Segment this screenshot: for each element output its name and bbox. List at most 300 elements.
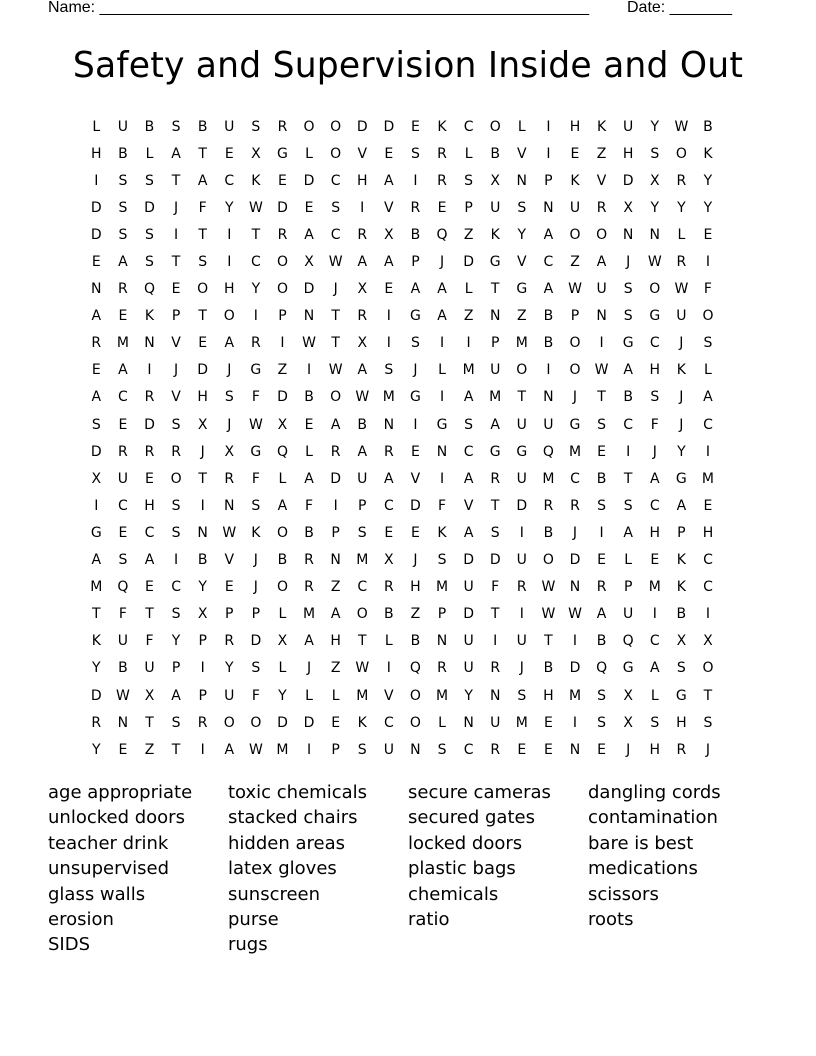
grid-letter[interactable]: A xyxy=(171,145,181,162)
grid-letter[interactable]: I xyxy=(174,226,179,243)
grid-letter[interactable]: U xyxy=(117,470,129,487)
grid-letter[interactable]: Y xyxy=(278,687,287,704)
grid-letter[interactable]: C xyxy=(703,416,713,433)
grid-letter[interactable]: U xyxy=(463,579,474,596)
grid-letter[interactable]: S xyxy=(410,145,420,162)
grid-letter[interactable]: W xyxy=(355,389,370,406)
grid-letter[interactable]: P xyxy=(677,524,686,541)
grid-letter[interactable]: P xyxy=(623,579,633,596)
grid-letter[interactable]: J xyxy=(679,335,684,352)
grid-letter[interactable]: M xyxy=(116,335,129,352)
grid-letter[interactable]: U xyxy=(463,660,474,677)
grid-letter[interactable]: U xyxy=(490,199,501,216)
grid-letter[interactable]: I xyxy=(280,335,285,352)
grid-letter[interactable]: A xyxy=(304,633,314,650)
grid-letter[interactable]: S xyxy=(410,335,420,352)
grid-letter[interactable]: X xyxy=(623,199,633,216)
grid-letter[interactable]: O xyxy=(303,118,315,135)
grid-letter[interactable]: N xyxy=(117,714,129,731)
grid-letter[interactable]: B xyxy=(118,660,128,677)
grid-letter[interactable]: T xyxy=(198,226,207,243)
grid-letter[interactable]: I xyxy=(572,633,578,650)
grid-letter[interactable]: C xyxy=(623,416,634,433)
grid-letter[interactable]: L xyxy=(464,145,473,162)
grid-letter[interactable]: B xyxy=(543,308,554,325)
grid-letter[interactable]: E xyxy=(91,254,101,271)
grid-letter[interactable]: M xyxy=(435,687,449,704)
grid-letter[interactable]: R xyxy=(490,660,501,677)
grid-letter[interactable]: J xyxy=(679,416,684,433)
grid-letter[interactable]: H xyxy=(649,362,661,379)
grid-letter[interactable]: P xyxy=(198,687,207,704)
grid-letter[interactable]: S xyxy=(623,308,633,325)
grid-letter[interactable]: L xyxy=(305,443,313,460)
grid-letter[interactable]: S xyxy=(357,524,367,541)
grid-letter[interactable]: D xyxy=(463,254,474,271)
grid-letter[interactable]: N xyxy=(224,497,235,514)
grid-letter[interactable]: D xyxy=(197,362,209,379)
grid-letter[interactable]: Y xyxy=(517,226,527,243)
grid-letter[interactable]: F xyxy=(145,633,154,650)
grid-letter[interactable]: B xyxy=(197,552,208,569)
grid-letter[interactable]: O xyxy=(569,226,581,243)
grid-letter[interactable]: K xyxy=(357,714,367,731)
grid-letter[interactable]: Z xyxy=(330,579,341,596)
grid-letter[interactable]: I xyxy=(94,172,99,189)
grid-letter[interactable]: I xyxy=(200,497,205,514)
grid-letter[interactable]: N xyxy=(543,199,554,216)
grid-letter[interactable]: U xyxy=(224,118,235,135)
grid-letter[interactable]: N xyxy=(463,714,474,731)
grid-letter[interactable]: I xyxy=(174,552,179,569)
grid-letter[interactable]: F xyxy=(251,687,260,704)
grid-letter[interactable]: I xyxy=(386,660,391,677)
grid-letter[interactable]: G xyxy=(675,470,687,487)
grid-letter[interactable]: U xyxy=(569,199,581,216)
grid-letter[interactable]: U xyxy=(676,308,687,325)
grid-letter[interactable]: O xyxy=(250,714,262,731)
grid-letter[interactable]: L xyxy=(517,118,526,135)
grid-letter[interactable]: D xyxy=(303,281,315,298)
grid-letter[interactable]: S xyxy=(597,497,607,514)
grid-letter[interactable]: B xyxy=(596,633,607,650)
grid-letter[interactable]: T xyxy=(145,606,154,623)
grid-letter[interactable]: M xyxy=(356,687,369,704)
grid-letter[interactable]: R xyxy=(490,470,501,487)
grid-letter[interactable]: E xyxy=(118,416,128,433)
grid-letter[interactable]: C xyxy=(224,172,235,189)
grid-letter[interactable]: M xyxy=(276,741,289,758)
grid-letter[interactable]: L xyxy=(278,660,287,677)
grid-letter[interactable]: W xyxy=(248,741,263,758)
grid-letter[interactable]: E xyxy=(331,714,341,731)
grid-letter[interactable]: D xyxy=(383,118,395,135)
grid-letter[interactable]: P xyxy=(331,741,340,758)
grid-letter[interactable]: T xyxy=(171,172,181,189)
grid-letter[interactable]: J xyxy=(439,254,445,271)
grid-letter[interactable]: O xyxy=(649,281,661,298)
grid-letter[interactable]: V xyxy=(224,552,235,569)
grid-letter[interactable]: J xyxy=(626,741,631,758)
grid-letter[interactable]: W xyxy=(541,579,556,596)
grid-letter[interactable]: O xyxy=(675,145,687,162)
grid-letter[interactable]: N xyxy=(516,172,528,189)
grid-letter[interactable]: L xyxy=(464,281,473,298)
grid-letter[interactable]: R xyxy=(91,714,102,731)
grid-letter[interactable]: T xyxy=(92,606,101,623)
grid-letter[interactable]: M xyxy=(489,389,502,406)
grid-letter[interactable]: E xyxy=(118,741,128,758)
grid-letter[interactable]: A xyxy=(703,389,713,406)
grid-letter[interactable]: S xyxy=(91,416,101,433)
grid-letter[interactable]: O xyxy=(276,254,288,271)
grid-letter[interactable]: S xyxy=(650,389,660,406)
grid-letter[interactable]: O xyxy=(170,470,182,487)
grid-letter[interactable]: Y xyxy=(198,579,207,596)
grid-letter[interactable]: L xyxy=(704,362,712,379)
grid-letter[interactable]: S xyxy=(171,497,181,514)
grid-letter[interactable]: Z xyxy=(277,362,288,379)
grid-letter[interactable]: I xyxy=(599,335,604,352)
grid-letter[interactable]: W xyxy=(115,687,130,704)
grid-letter[interactable]: A xyxy=(91,308,102,325)
grid-letter[interactable]: I xyxy=(599,524,604,541)
grid-letter[interactable]: M xyxy=(303,606,316,623)
grid-letter[interactable]: M xyxy=(90,579,103,596)
grid-letter[interactable]: H xyxy=(144,497,155,514)
grid-letter[interactable]: M xyxy=(382,389,395,406)
grid-letter[interactable]: Z xyxy=(410,606,421,623)
grid-letter[interactable]: V xyxy=(517,145,527,162)
grid-letter[interactable]: I xyxy=(519,524,524,541)
grid-letter[interactable]: D xyxy=(516,497,528,514)
grid-letter[interactable]: M xyxy=(701,470,714,487)
grid-letter[interactable]: T xyxy=(198,470,207,487)
grid-letter[interactable]: N xyxy=(649,226,660,243)
grid-letter[interactable]: W xyxy=(302,335,316,352)
grid-letter[interactable]: K xyxy=(570,172,580,189)
grid-letter[interactable]: A xyxy=(197,172,208,189)
grid-letter[interactable]: D xyxy=(90,443,102,460)
grid-letter[interactable]: G xyxy=(436,416,448,433)
grid-letter[interactable]: T xyxy=(331,335,340,352)
grid-letter[interactable]: G xyxy=(622,335,634,352)
grid-letter[interactable]: S xyxy=(224,389,234,406)
grid-letter[interactable]: D xyxy=(410,497,421,514)
grid-letter[interactable]: T xyxy=(623,470,633,487)
grid-letter[interactable]: D xyxy=(277,389,288,406)
grid-letter[interactable]: U xyxy=(383,741,394,758)
grid-letter[interactable]: D xyxy=(356,118,368,135)
grid-letter[interactable]: K xyxy=(144,308,155,325)
grid-letter[interactable]: X xyxy=(251,145,261,162)
grid-letter[interactable]: U xyxy=(623,118,634,135)
grid-letter[interactable]: O xyxy=(569,362,581,379)
grid-letter[interactable]: A xyxy=(384,172,394,189)
grid-letter[interactable]: J xyxy=(413,552,418,569)
grid-letter[interactable]: U xyxy=(463,633,474,650)
grid-letter[interactable]: B xyxy=(410,226,421,243)
grid-letter[interactable]: I xyxy=(413,172,418,189)
grid-letter[interactable]: S xyxy=(623,497,633,514)
grid-letter[interactable]: S xyxy=(145,172,154,189)
grid-letter[interactable]: O xyxy=(569,335,581,352)
grid-letter[interactable]: U xyxy=(516,416,527,433)
grid-letter[interactable]: S xyxy=(676,660,686,677)
grid-letter[interactable]: R xyxy=(410,199,421,216)
grid-letter[interactable]: B xyxy=(490,145,500,162)
grid-letter[interactable]: J xyxy=(413,362,418,379)
grid-letter[interactable]: D xyxy=(90,687,102,704)
grid-letter[interactable]: P xyxy=(251,606,261,623)
grid-letter[interactable]: W xyxy=(647,254,662,271)
grid-letter[interactable]: S xyxy=(650,714,660,731)
grid-letter[interactable]: X xyxy=(357,281,368,298)
grid-letter[interactable]: A xyxy=(118,362,128,379)
grid-letter[interactable]: J xyxy=(174,199,179,216)
grid-letter[interactable]: Q xyxy=(409,660,421,677)
grid-letter[interactable]: A xyxy=(676,497,687,514)
grid-letter[interactable]: G xyxy=(90,524,102,541)
grid-letter[interactable]: I xyxy=(572,714,578,731)
grid-letter[interactable]: O xyxy=(409,714,421,731)
grid-letter[interactable]: W xyxy=(328,254,343,271)
grid-letter[interactable]: S xyxy=(171,606,181,623)
grid-letter[interactable]: Q xyxy=(622,633,634,650)
grid-letter[interactable]: A xyxy=(304,470,314,487)
grid-letter[interactable]: D xyxy=(144,199,155,216)
grid-letter[interactable]: M xyxy=(356,552,369,569)
grid-letter[interactable]: S xyxy=(517,199,527,216)
grid-letter[interactable]: S xyxy=(357,741,367,758)
grid-letter[interactable]: I xyxy=(200,660,205,677)
grid-letter[interactable]: T xyxy=(490,281,500,298)
grid-letter[interactable]: I xyxy=(519,606,524,623)
grid-letter[interactable]: B xyxy=(703,118,713,135)
grid-letter[interactable]: S xyxy=(464,172,474,189)
grid-letter[interactable]: H xyxy=(224,281,235,298)
grid-letter[interactable]: A xyxy=(118,254,128,271)
grid-letter[interactable]: Y xyxy=(171,633,181,650)
grid-letter[interactable]: K xyxy=(596,118,607,135)
grid-letter[interactable]: R xyxy=(304,579,314,596)
grid-letter[interactable]: Y xyxy=(650,199,660,216)
grid-letter[interactable]: H xyxy=(622,145,634,162)
grid-letter[interactable]: S xyxy=(703,335,713,352)
grid-letter[interactable]: X xyxy=(144,687,155,704)
grid-letter[interactable]: O xyxy=(516,362,528,379)
grid-letter[interactable]: B xyxy=(543,660,554,677)
grid-letter[interactable]: C xyxy=(171,579,181,596)
grid-letter[interactable]: K xyxy=(251,172,261,189)
grid-letter[interactable]: F xyxy=(650,416,659,433)
grid-letter[interactable]: D xyxy=(250,633,262,650)
grid-letter[interactable]: A xyxy=(224,335,235,352)
grid-letter[interactable]: J xyxy=(306,660,312,677)
grid-letter[interactable]: P xyxy=(570,308,580,325)
grid-letter[interactable]: I xyxy=(705,443,711,460)
grid-letter[interactable]: C xyxy=(463,118,474,135)
grid-letter[interactable]: H xyxy=(649,524,661,541)
grid-letter[interactable]: M xyxy=(515,335,528,352)
grid-letter[interactable]: T xyxy=(490,497,500,514)
grid-letter[interactable]: E xyxy=(304,416,314,433)
grid-letter[interactable]: C xyxy=(463,443,474,460)
grid-letter[interactable]: T xyxy=(251,226,261,243)
grid-letter[interactable]: I xyxy=(439,335,445,352)
grid-letter[interactable]: D xyxy=(330,470,342,487)
grid-letter[interactable]: R xyxy=(437,660,447,677)
grid-letter[interactable]: R xyxy=(171,443,181,460)
grid-letter[interactable]: T xyxy=(490,606,500,623)
grid-letter[interactable]: U xyxy=(543,416,554,433)
grid-letter[interactable]: I xyxy=(652,606,657,623)
grid-letter[interactable]: A xyxy=(437,281,447,298)
grid-letter[interactable]: K xyxy=(251,524,261,541)
grid-letter[interactable]: L xyxy=(650,687,659,704)
grid-letter[interactable]: B xyxy=(676,606,687,623)
grid-letter[interactable]: G xyxy=(516,443,528,460)
grid-letter[interactable]: E xyxy=(198,335,208,352)
grid-letter[interactable]: H xyxy=(356,172,368,189)
grid-letter[interactable]: F xyxy=(251,389,260,406)
grid-letter[interactable]: E xyxy=(703,226,713,243)
grid-letter[interactable]: Y xyxy=(677,443,686,460)
grid-letter[interactable]: R xyxy=(277,226,288,243)
grid-letter[interactable]: S xyxy=(517,687,527,704)
grid-letter[interactable]: N xyxy=(436,443,448,460)
grid-letter[interactable]: O xyxy=(330,145,342,162)
grid-letter[interactable]: K xyxy=(437,118,447,135)
grid-letter[interactable]: I xyxy=(413,416,418,433)
grid-letter[interactable]: T xyxy=(198,308,207,325)
grid-letter[interactable]: X xyxy=(277,633,288,650)
grid-letter[interactable]: G xyxy=(649,308,661,325)
grid-letter[interactable]: P xyxy=(171,660,181,677)
grid-letter[interactable]: D xyxy=(144,416,155,433)
grid-letter[interactable]: A xyxy=(330,606,341,623)
grid-letter[interactable]: U xyxy=(144,660,155,677)
grid-letter[interactable]: Q xyxy=(542,443,554,460)
grid-letter[interactable]: R xyxy=(304,552,314,569)
grid-letter[interactable]: E xyxy=(517,741,527,758)
grid-letter[interactable]: J xyxy=(253,552,258,569)
grid-letter[interactable]: E xyxy=(91,362,101,379)
grid-letter[interactable]: U xyxy=(516,470,527,487)
grid-letter[interactable]: W xyxy=(248,416,263,433)
grid-letter[interactable]: N xyxy=(622,226,634,243)
grid-letter[interactable]: E xyxy=(410,524,420,541)
grid-letter[interactable]: V xyxy=(410,470,421,487)
grid-letter[interactable]: S xyxy=(384,362,394,379)
grid-letter[interactable]: U xyxy=(117,118,129,135)
grid-letter[interactable]: X xyxy=(676,633,687,650)
grid-letter[interactable]: D xyxy=(277,714,288,731)
grid-letter[interactable]: U xyxy=(596,281,607,298)
grid-letter[interactable]: Z xyxy=(596,145,607,162)
grid-letter[interactable]: W xyxy=(328,362,343,379)
grid-letter[interactable]: S xyxy=(198,254,208,271)
grid-letter[interactable]: P xyxy=(490,335,500,352)
grid-letter[interactable]: Q xyxy=(117,579,129,596)
grid-letter[interactable]: O xyxy=(330,118,342,135)
grid-letter[interactable]: F xyxy=(251,470,260,487)
grid-letter[interactable]: N xyxy=(489,308,501,325)
grid-letter[interactable]: C xyxy=(649,633,660,650)
grid-letter[interactable]: A xyxy=(304,226,314,243)
grid-letter[interactable]: U xyxy=(623,606,634,623)
grid-letter[interactable]: N xyxy=(543,389,554,406)
grid-letter[interactable]: Y xyxy=(703,199,713,216)
grid-letter[interactable]: R xyxy=(596,199,607,216)
grid-letter[interactable]: J xyxy=(652,443,657,460)
grid-letter[interactable]: S xyxy=(251,497,261,514)
grid-letter[interactable]: A xyxy=(596,254,607,271)
grid-letter[interactable]: O xyxy=(223,308,235,325)
grid-letter[interactable]: C xyxy=(649,497,660,514)
grid-letter[interactable]: H xyxy=(543,687,554,704)
grid-letter[interactable]: L xyxy=(305,687,313,704)
grid-letter[interactable]: I xyxy=(360,199,365,216)
grid-letter[interactable]: S xyxy=(597,687,607,704)
grid-letter[interactable]: U xyxy=(490,362,501,379)
grid-letter[interactable]: K xyxy=(676,362,686,379)
grid-letter[interactable]: M xyxy=(568,443,582,460)
grid-letter[interactable]: U xyxy=(490,714,501,731)
grid-letter[interactable]: L xyxy=(305,145,313,162)
grid-letter[interactable]: C xyxy=(570,470,580,487)
grid-letter[interactable]: S xyxy=(171,118,181,135)
grid-letter[interactable]: H xyxy=(676,714,687,731)
grid-letter[interactable]: I xyxy=(200,741,205,758)
grid-letter[interactable]: X xyxy=(649,172,660,189)
grid-letter[interactable]: U xyxy=(516,552,527,569)
grid-letter[interactable]: G xyxy=(409,308,421,325)
grid-letter[interactable]: N xyxy=(330,552,341,569)
grid-letter[interactable]: V xyxy=(384,687,394,704)
grid-letter[interactable]: E xyxy=(703,497,713,514)
grid-letter[interactable]: S xyxy=(437,741,447,758)
grid-letter[interactable]: X xyxy=(197,416,208,433)
grid-letter[interactable]: R xyxy=(676,172,687,189)
grid-letter[interactable]: N xyxy=(197,524,208,541)
grid-letter[interactable]: L xyxy=(92,118,101,135)
grid-letter[interactable]: V xyxy=(171,389,181,406)
grid-letter[interactable]: G xyxy=(250,362,262,379)
grid-letter[interactable]: R xyxy=(596,579,607,596)
grid-letter[interactable]: R xyxy=(676,254,687,271)
grid-letter[interactable]: D xyxy=(463,552,474,569)
grid-letter[interactable]: F xyxy=(437,497,447,514)
grid-letter[interactable]: X xyxy=(91,470,102,487)
grid-letter[interactable]: R xyxy=(224,470,235,487)
grid-letter[interactable]: S xyxy=(703,714,713,731)
grid-letter[interactable]: R xyxy=(118,281,128,298)
grid-letter[interactable]: I xyxy=(333,497,338,514)
grid-letter[interactable]: F xyxy=(118,606,127,623)
grid-letter[interactable]: R xyxy=(91,335,102,352)
grid-letter[interactable]: O xyxy=(356,606,368,623)
grid-letter[interactable]: A xyxy=(649,470,660,487)
grid-letter[interactable]: N xyxy=(91,281,102,298)
grid-letter[interactable]: D xyxy=(569,552,581,569)
grid-letter[interactable]: C xyxy=(543,254,554,271)
grid-letter[interactable]: I xyxy=(227,254,232,271)
grid-letter[interactable]: S xyxy=(437,552,447,569)
grid-letter[interactable]: T xyxy=(331,308,340,325)
grid-letter[interactable]: R xyxy=(197,714,208,731)
grid-letter[interactable]: D xyxy=(90,226,102,243)
